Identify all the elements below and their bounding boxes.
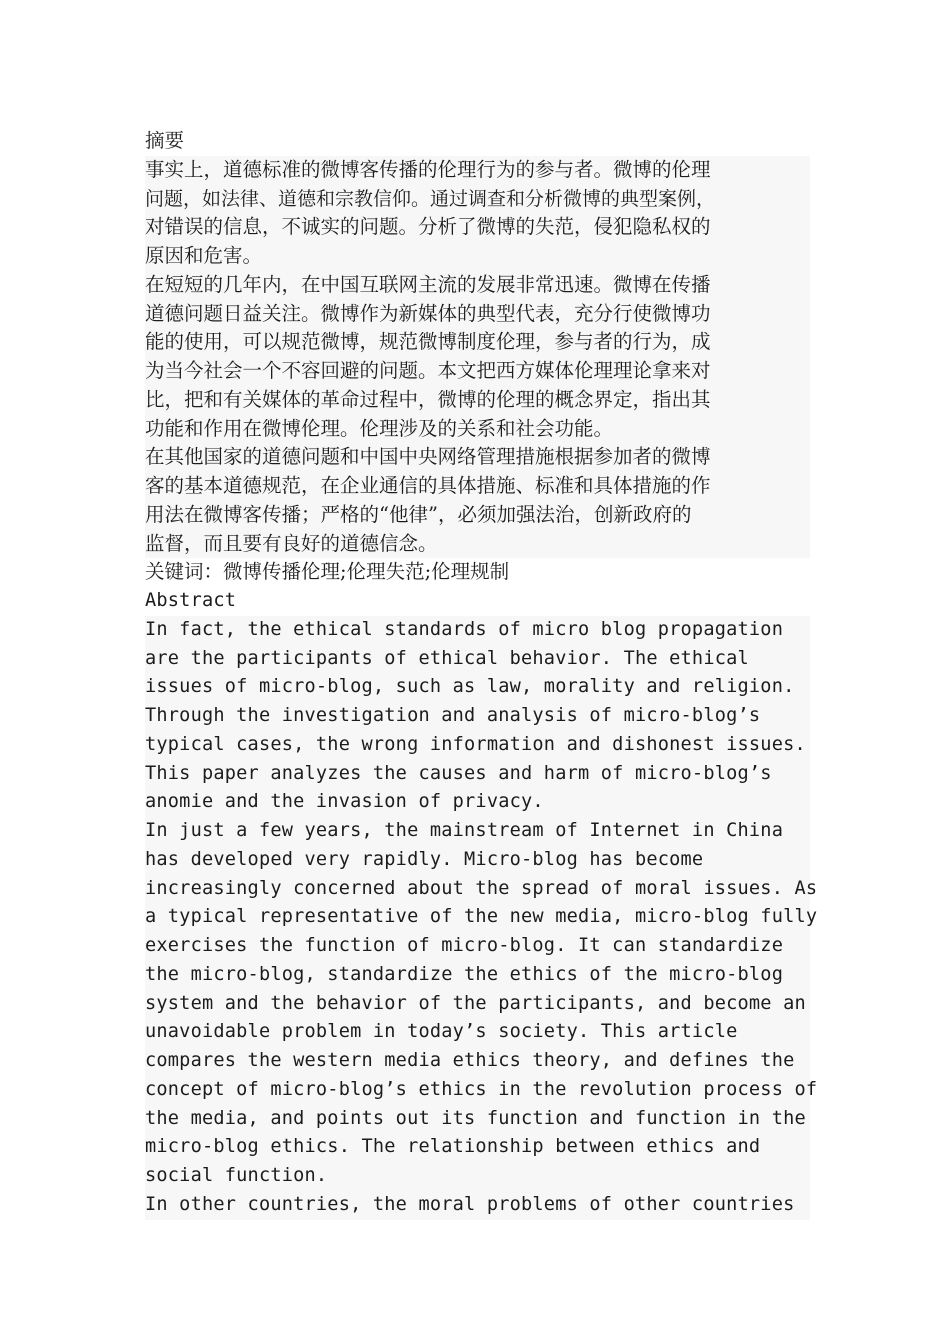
text-line: exercises the function of micro-blog. It can standardize: [145, 932, 810, 961]
text-line: the micro-blog, standardize the ethics of the micro-blog: [145, 961, 810, 990]
text-line: This paper analyzes the causes and harm of micro-blog’s: [145, 760, 810, 789]
en-paragraph-3: [145, 1191, 810, 1220]
text-line: 对错误的信息，不诚实的问题。分析了微博的失范，侵犯隐私权的: [145, 213, 810, 242]
text-line: the media, and points out its function and function in the: [145, 1105, 810, 1134]
text-line: are the participants of ethical behavior. The ethical: [145, 645, 810, 674]
cn-abstract-heading: 摘要: [145, 129, 185, 152]
text-line: In just a few years, the mainstream of Internet in China: [145, 817, 810, 846]
text-line: 比，把和有关媒体的革命过程中，微博的伦理的概念界定，指出其: [145, 386, 810, 415]
text-line: 在其他国家的道德问题和中国中央网络管理措施根据参加者的微博: [145, 443, 810, 472]
text-line: 监督，而且要有良好的道德信念。: [145, 530, 810, 559]
cn-paragraph-1: [145, 156, 810, 271]
text-line: 事实上，道德标准的微博客传播的伦理行为的参与者。微博的伦理: [145, 156, 810, 185]
text-line: 客的基本道德规范，在企业通信的具体措施、标准和具体措施的作: [145, 472, 810, 501]
text-line: has developed very rapidly. Micro-blog has become: [145, 846, 810, 875]
text-line: 在短短的几年内，在中国互联网主流的发展非常迅速。微博在传播: [145, 271, 810, 300]
en-abstract-heading: Abstract: [145, 590, 237, 611]
cn-paragraph-3: [145, 443, 810, 558]
text-line: typical cases, the wrong information and dishonest issues.: [145, 731, 810, 760]
text-line: anomie and the invasion of privacy.: [145, 788, 810, 817]
text-line: 原因和危害。: [145, 242, 810, 271]
text-line: micro-blog ethics. The relationship between ethics and: [145, 1133, 810, 1162]
text-line: 能的使用，可以规范微博，规范微博制度伦理，参与者的行为，成: [145, 328, 810, 357]
en-paragraph-2: [145, 817, 818, 1191]
text-line: 问题，如法律、道德和宗教信仰。通过调查和分析微博的典型案例，: [145, 185, 810, 214]
text-line: a typical representative of the new media, micro-blog fully: [145, 903, 810, 932]
text-line: 用法在微博客传播；严格的“他律”，必须加强法治，创新政府的: [145, 501, 810, 530]
cn-keywords: 关键词：微博传播伦理;伦理失范;伦理规制: [145, 560, 510, 584]
cn-paragraph-2: [145, 271, 810, 444]
text-line: 道德问题日益关注。微博作为新媒体的典型代表，充分行使微博功: [145, 300, 810, 329]
text-line: In other countries, the moral problems of other countries: [145, 1191, 810, 1220]
text-line: In fact, the ethical standards of micro blog propagation: [145, 616, 810, 645]
text-line: unavoidable problem in today’s society. This article: [145, 1018, 810, 1047]
text-line: issues of micro-blog, such as law, morality and religion.: [145, 673, 810, 702]
text-line: Through the investigation and analysis of micro-blog’s: [145, 702, 810, 731]
text-line: 功能和作用在微博伦理。伦理涉及的关系和社会功能。: [145, 415, 810, 444]
text-line: concept of micro-blog’s ethics in the revolution process of: [145, 1076, 810, 1105]
en-paragraph-1: [145, 616, 810, 817]
text-line: compares the western media ethics theory, and defines the: [145, 1047, 810, 1076]
text-line: increasingly concerned about the spread of moral issues. As: [145, 875, 810, 904]
text-line: 为当今社会一个不容回避的问题。本文把西方媒体伦理理论拿来对: [145, 357, 810, 386]
document-page: [145, 127, 818, 1220]
text-line: system and the behavior of the participants, and become an: [145, 990, 810, 1019]
text-line: social function.: [145, 1162, 810, 1191]
